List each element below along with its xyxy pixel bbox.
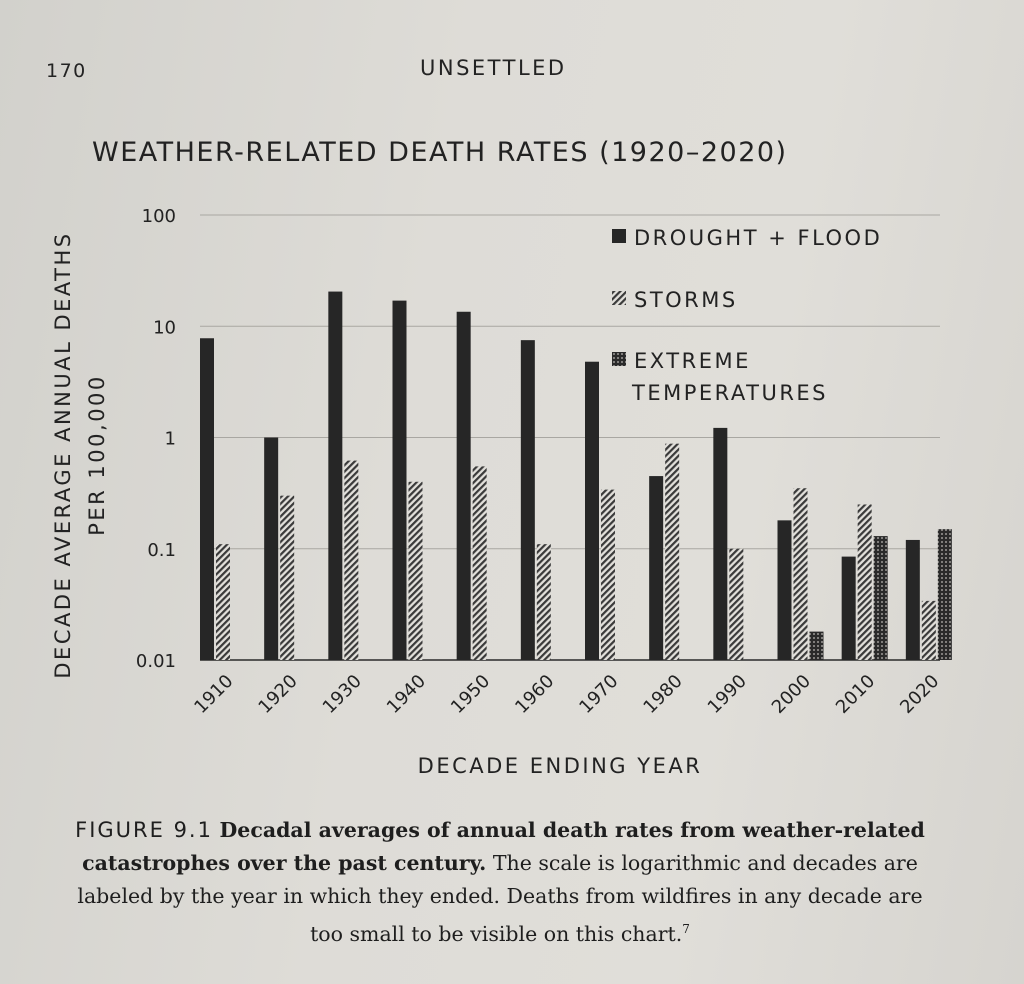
x-tick-label: 1930	[318, 670, 366, 718]
drought-flood-bar	[713, 428, 727, 660]
drought-flood-bar	[842, 557, 856, 660]
storms-bar	[858, 504, 872, 660]
chart-title: WEATHER-RELATED DEATH RATES (1920–2020)	[92, 137, 788, 168]
y-axis-label: DECADE AVERAGE ANNUAL DEATHS	[51, 231, 75, 679]
bars	[200, 292, 952, 660]
y-tick-label: 10	[153, 317, 176, 339]
y-tick-labels	[136, 206, 176, 672]
x-tick-label: 1950	[446, 670, 495, 718]
y-tick-label: 1	[164, 428, 176, 450]
legend-label-storms: STORMS	[634, 288, 738, 312]
page-number: 170	[46, 60, 87, 82]
x-tick-label: 1980	[639, 670, 687, 718]
extreme-temperatures-bar	[874, 536, 888, 660]
legend-label-drought-flood: DROUGHT + FLOOD	[634, 226, 883, 250]
storms-bar	[601, 490, 615, 660]
caption-body-text: The scale is logarithmic and decades are labeled by the year in which they ended. Deaths from wildfires in any decade are too small to be visible on this chart.	[77, 851, 923, 946]
extreme-temperatures-bar	[810, 632, 824, 660]
x-tick-label: 2020	[896, 670, 944, 718]
storms-bar	[280, 496, 294, 660]
legend-label-extreme-temperatures: EXTREME	[634, 349, 751, 373]
drought-flood-bar	[200, 338, 214, 660]
footnote-mark: 7	[682, 922, 690, 936]
storms-bar	[794, 488, 808, 660]
x-tick-label: 1920	[254, 670, 302, 718]
drought-flood-bar	[649, 476, 663, 660]
x-tick-labels	[190, 671, 943, 718]
drought-flood-bar	[264, 438, 278, 661]
figure-label: FIGURE 9.1	[75, 818, 213, 842]
legend	[612, 226, 882, 405]
storms-bar	[729, 549, 743, 660]
storms-bar	[409, 482, 423, 660]
storms-bar	[473, 466, 487, 660]
drought-flood-bar	[521, 340, 535, 660]
x-tick-label: 1960	[511, 670, 559, 718]
x-tick-label: 2010	[831, 670, 880, 718]
storms-bar	[665, 444, 679, 660]
y-tick-label: 100	[141, 206, 176, 227]
running-head: UNSETTLED	[420, 56, 567, 80]
x-tick-label: 1990	[703, 670, 751, 718]
drought-flood-bar	[778, 520, 792, 660]
drought-flood-bar	[328, 292, 342, 660]
drought-flood-bar	[457, 312, 471, 660]
x-tick-label: 2000	[767, 670, 816, 718]
storms-bar	[216, 544, 230, 660]
x-tick-label: 1910	[190, 670, 238, 718]
drought-flood-bar	[393, 301, 407, 660]
extreme-temperatures-bar	[938, 529, 952, 660]
y-tick-label: 0.1	[147, 539, 176, 561]
legend-label-extreme-temperatures-line2: TEMPERATURES	[632, 381, 829, 405]
storms-bar	[344, 461, 358, 660]
drought-flood-bar	[585, 362, 599, 660]
y-axis-label-units: PER 100,000	[85, 374, 109, 536]
storms-bar	[537, 544, 551, 660]
gridlines	[200, 215, 940, 660]
legend-swatch-drought-flood	[612, 229, 626, 243]
y-tick-label: 0.01	[135, 651, 176, 672]
x-axis-label: DECADE ENDING YEAR	[417, 754, 703, 778]
legend-swatch-storms	[612, 291, 626, 305]
x-tick-label: 1970	[575, 670, 623, 718]
legend-swatch-extreme-temperatures	[612, 352, 626, 366]
figure-caption	[60, 814, 940, 951]
x-tick-label: 1940	[382, 670, 431, 718]
storms-bar	[922, 601, 936, 660]
drought-flood-bar	[906, 540, 920, 660]
caption-bold-text: Decadal averages of annual death rates from weather-related catastrophes over the past century.	[82, 818, 925, 875]
